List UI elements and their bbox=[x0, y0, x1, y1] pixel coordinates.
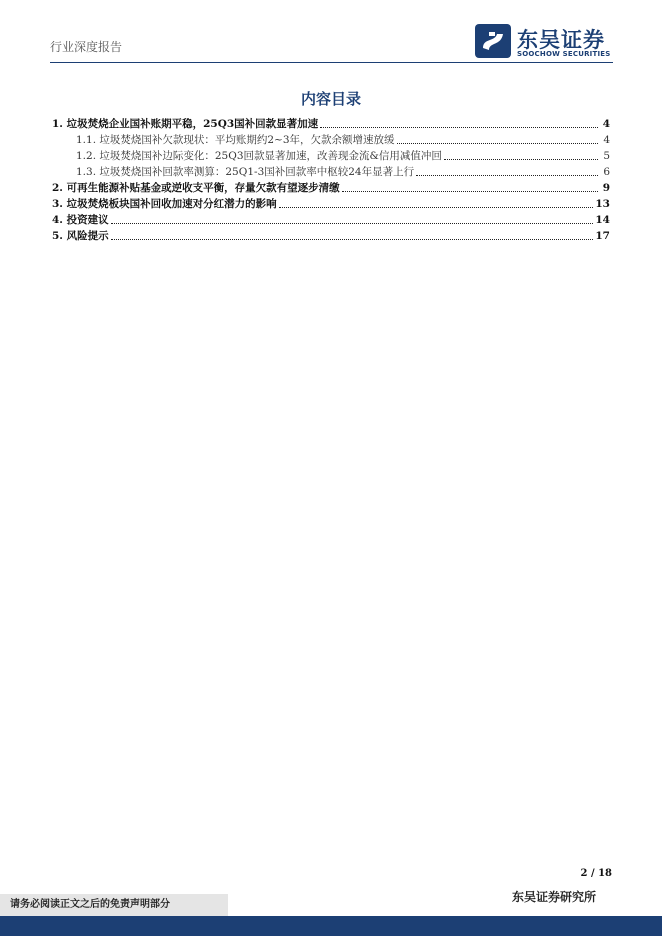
toc-item[interactable] bbox=[52, 132, 610, 148]
toc-leader-dots bbox=[111, 239, 594, 240]
toc-item[interactable] bbox=[52, 196, 610, 212]
table-of-contents bbox=[52, 116, 610, 244]
toc-item[interactable] bbox=[52, 164, 610, 180]
toc-item[interactable] bbox=[52, 212, 610, 228]
toc-leader-dots bbox=[416, 175, 598, 176]
toc-leader-dots bbox=[444, 159, 598, 160]
toc-item-page: 4 bbox=[602, 118, 610, 130]
toc-item[interactable] bbox=[52, 180, 610, 196]
disclaimer-note: 请务必阅读正文之后的免责声明部分 bbox=[0, 894, 228, 916]
toc-item-text: 4. 投资建议 bbox=[52, 214, 109, 226]
toc-item[interactable] bbox=[52, 228, 610, 244]
toc-item-page: 14 bbox=[595, 214, 610, 226]
toc-item-text: 5. 风险提示 bbox=[52, 230, 109, 242]
brand-name-cn: 东吴证券 bbox=[517, 28, 605, 52]
toc-item-page: 5 bbox=[603, 150, 610, 162]
page-number: 2 / 18 bbox=[580, 868, 612, 879]
brand-logo bbox=[475, 22, 615, 60]
toc-leader-dots bbox=[111, 223, 594, 224]
toc-item-text: 1.2. 垃圾焚烧国补边际变化：25Q3回款显著加速，改善现金流&信用减值冲回 bbox=[76, 150, 442, 162]
toc-item-text: 1.1. 垃圾焚烧国补欠款现状：平均账期约2~3年，欠款余额增速放缓 bbox=[76, 134, 395, 146]
header-divider bbox=[50, 62, 613, 63]
toc-item-text: 1. 垃圾焚烧企业国补账期平稳，25Q3国补回款显著加速 bbox=[52, 118, 319, 130]
soochow-logo-icon bbox=[475, 24, 511, 58]
footer-firm-name: 东吴证券研究所 bbox=[512, 890, 597, 904]
toc-item-page: 6 bbox=[603, 166, 610, 178]
report-type-label: 行业深度报告 bbox=[50, 40, 123, 54]
toc-leader-dots bbox=[397, 143, 598, 144]
toc-item-text: 3. 垃圾焚烧板块国补回收加速对分红潜力的影响 bbox=[52, 198, 277, 210]
toc-item[interactable] bbox=[52, 148, 610, 164]
footer-bar bbox=[0, 916, 662, 936]
toc-item-page: 4 bbox=[603, 134, 610, 146]
toc-item-page: 13 bbox=[595, 198, 610, 210]
brand-name-en: SOOCHOW SECURITIES bbox=[517, 50, 611, 58]
toc-leader-dots bbox=[279, 207, 594, 208]
toc-item-text: 2. 可再生能源补贴基金或逆收支平衡，存量欠款有望逐步清缴 bbox=[52, 182, 340, 194]
toc-item-page: 17 bbox=[595, 230, 610, 242]
toc-leader-dots bbox=[320, 127, 598, 128]
toc-item-text: 1.3. 垃圾焚烧国补回款率测算：25Q1-3国补回款率中枢较24年显著上行 bbox=[76, 166, 415, 178]
toc-title: 内容目录 bbox=[300, 90, 361, 108]
toc-item[interactable] bbox=[52, 116, 610, 132]
toc-leader-dots bbox=[342, 191, 598, 192]
toc-item-page: 9 bbox=[602, 182, 610, 194]
